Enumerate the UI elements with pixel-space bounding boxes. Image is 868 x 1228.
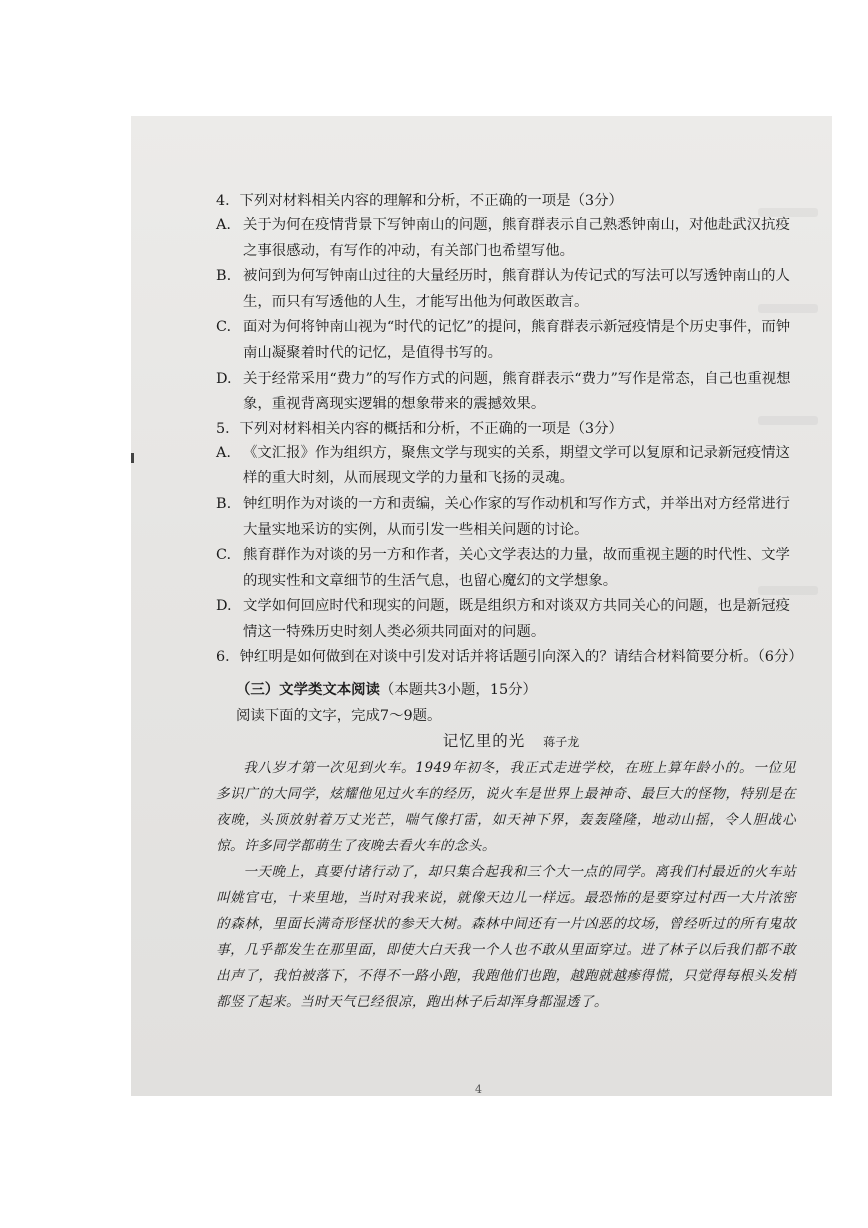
question-4-option-a bbox=[216, 213, 796, 264]
question-4-option-c bbox=[216, 315, 796, 366]
story-title: 记忆里的光 bbox=[442, 731, 526, 750]
option-label: B. bbox=[216, 268, 232, 285]
question-5-option-b bbox=[216, 492, 796, 543]
page-content bbox=[216, 190, 803, 1015]
question-4-option-d bbox=[216, 367, 796, 418]
section-title: （三）文学类文本阅读 bbox=[236, 680, 380, 698]
question-5-option-d bbox=[216, 594, 796, 645]
story-author: 蒋子龙 bbox=[543, 734, 580, 749]
question-6: 6．钟红明是如何做到在对谈中引发对话并将话题引向深入的？请结合材料简要分析。（6分） bbox=[216, 648, 803, 665]
option-text: 面对为何将钟南山视为“时代的记忆”的提问，熊育群表示新冠疫情是个历史事件，而钟南山凝聚着时代的记忆，是值得书写的。 bbox=[243, 319, 791, 361]
scanned-page bbox=[131, 116, 832, 1096]
option-text: 关于为何在疫情背景下写钟南山的问题，熊育群表示自己熟悉钟南山，对他赴武汉抗疫之事很感动，有写作的冲动，有关部门也希望写他。 bbox=[243, 217, 790, 259]
option-text: 文学如何回应时代和现实的问题，既是组织方和对谈双方共同关心的问题，也是新冠疫情这一特殊历史时刻人类必须共同面对的问题。 bbox=[243, 598, 790, 640]
option-label: D. bbox=[216, 598, 232, 615]
question-5-stem: 5．下列对材料相关内容的概括和分析，不正确的一项是（3分） bbox=[216, 420, 623, 437]
option-label: C. bbox=[216, 319, 232, 336]
option-label: A. bbox=[216, 217, 231, 233]
option-text: 熊育群作为对谈的另一方和作者，关心文学表达的力量，故而重视主题的时代性、文学的现实性和文章细节的生活气息，也留心魔幻的文学想象。 bbox=[243, 547, 790, 589]
scan-edge-mark bbox=[131, 453, 134, 463]
question-4-stem: 4．下列对材料相关内容的理解和分析，不正确的一项是（3分） bbox=[216, 193, 623, 209]
section-heading bbox=[236, 678, 796, 702]
option-text: 钟红明作为对谈的一方和责编，关心作家的写作动机和写作方式，并举出对方经常进行大量实地采访的实例，从而引发一些相关问题的讨论。 bbox=[243, 495, 790, 538]
question-4-option-b bbox=[216, 264, 796, 315]
option-text: 《文汇报》作为组织方，聚焦文学与现实的关系，期望文学可以复原和记录新冠疫情这样的重大时刻，从而展现文学的力量和飞扬的灵魂。 bbox=[243, 444, 790, 487]
story-paragraph: 我八岁才第一次见到火车。1949年初冬，我正式走进学校，在班上算年龄小的。一位见多识广的大同学，炫耀他见过火车的经历，说火车是世界上最神奇、最巨大的怪物，特别是在夜晚，头顶放射着万丈光芒，喘气像打雷，如天神下界，轰轰隆隆，地动山摇，令人胆战心惊。许多同学都萌生了夜晚去看火车的念头。 bbox=[216, 759, 796, 854]
section-instruction: 阅读下面的文字，完成7～9题。 bbox=[236, 707, 442, 724]
question-5-option-a bbox=[216, 441, 796, 492]
story-paragraph: 一天晚上，真要付诸行动了，却只集合起我和三个大一点的同学。离我们村最近的火车站叫姚官屯，十来里地，当时对我来说，就像天边儿一样远。最恐怖的是要穿过村西一大片浓密的森林，里面长满奇形怪状的参天大树。森林中间还有一片凶恶的坟场，曾经听过的所有鬼故事，几乎都发生在那里面，即使大白天我一个人也不敢从里面穿过。进了林子以后我们都不敢出声了，我怕被落下，不得不一路小跑，我跑他们也跑，越跑就越瘆得慌，只觉得每根头发梢都竖了起来。当时天气已经很凉，跑出林子后却浑身都湿透了。 bbox=[216, 863, 796, 1010]
question-4 bbox=[216, 190, 796, 418]
section-note: （本题共3小题，15分） bbox=[379, 681, 537, 698]
question-5 bbox=[216, 418, 796, 646]
question-5-option-c bbox=[216, 543, 796, 594]
option-label: C. bbox=[216, 547, 232, 564]
option-text: 被问到为何写钟南山过往的大量经历时，熊育群认为传记式的写法可以写透钟南山的人生，而只有写透他的人生，才能写出他为何敢医敢言。 bbox=[243, 268, 790, 310]
option-text: 关于经常采用“费力”的写作方式的问题，熊育群表示“费力”写作是常态，自己也重视想象，重视背离现实逻辑的想象带来的震撼效果。 bbox=[243, 370, 791, 413]
page-number: 4 bbox=[475, 1083, 482, 1096]
option-label: A. bbox=[216, 444, 231, 461]
story-title-row bbox=[216, 728, 796, 755]
option-label: B. bbox=[216, 495, 232, 512]
option-label: D. bbox=[216, 370, 232, 387]
